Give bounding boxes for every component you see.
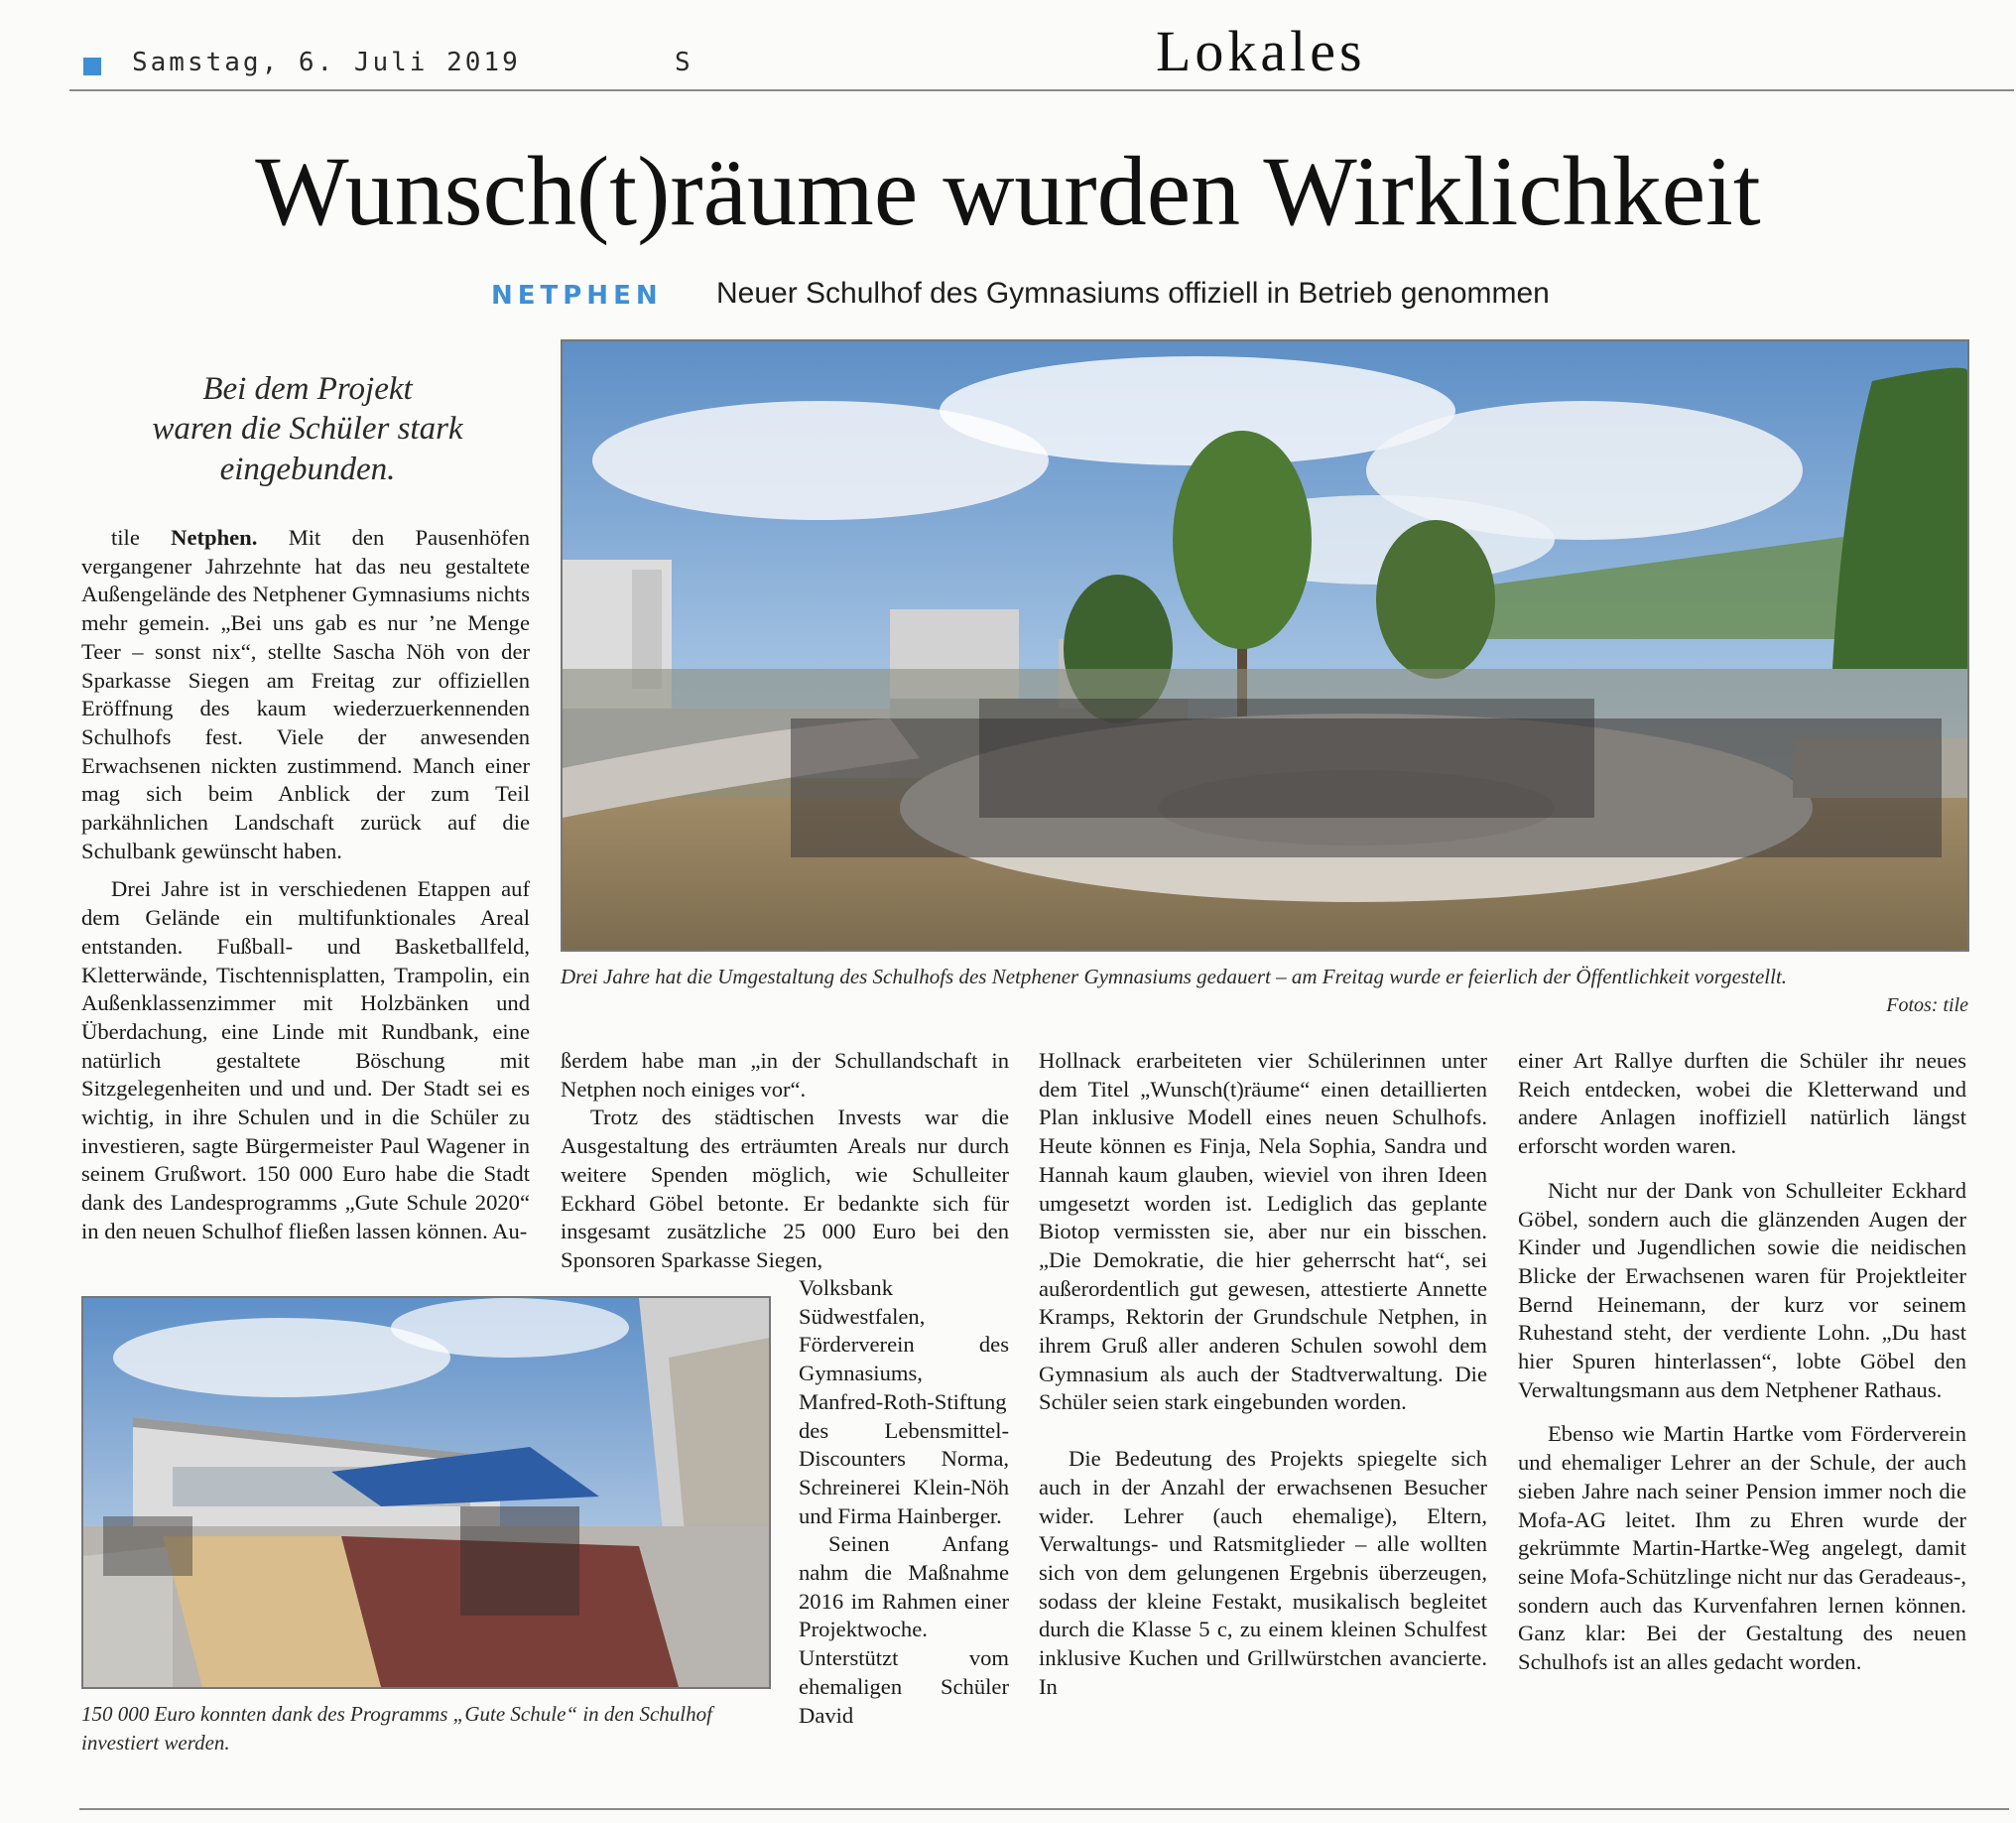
pull-quote	[89, 369, 526, 489]
dateline-place: Netphen.	[171, 525, 258, 550]
paragraph: Hollnack erarbeiteten vier Schülerinnen unter dem Titel „Wunsch(t)räume“ einen detaillierten Plan inklusive Modell eines neuen Schulhofs. Heute können es Finja, Nela Sophia, Sandra und Hannah kaum glauben, wieviel von ihren Ideen umgesetzt worden ist. Lediglich das geplante Biotop vermissten sie, aber nur ein bisschen. „Die Demokratie, die hier geherrscht hat“, sei außerordentlich gut gewesen, attestierte Annette Kramps, Rektorin der Grundschule Netphen, in ihrem Gruß aller anderen Schulen sowohl dem Gymnasium als auch der Stadtverwaltung. Die Schüler seien stark eingebunden worden.	[1039, 1048, 1487, 1415]
article-column-3	[1039, 1047, 1487, 1701]
paragraph: Volksbank Südwestfalen, Förderverein des Gymnasiums, Manfred-Roth-Stiftung des Lebensmittel-Discounters Norma, Schreinerei Klein-Nöh und Firma Hainberger.	[799, 1275, 1009, 1528]
author-dateline: tile	[111, 525, 172, 550]
small-photo-caption: 150 000 Euro konnten dank des Programms „Gute Schule“ in den Schulhof investiert werden.	[81, 1702, 712, 1755]
header-rule	[69, 89, 2014, 91]
article-subline: Neuer Schulhof des Gymnasiums offiziell in Betrieb genommen	[716, 277, 1550, 310]
section-title: Lokales	[1156, 19, 1366, 83]
main-photo-schoolyard	[561, 339, 1969, 952]
pull-quote-line: Bei dem Projekt	[202, 371, 413, 407]
article-headline: Wunsch(t)räume wurden Wirklichkeit	[255, 136, 1761, 246]
paragraph: Nicht nur der Dank von Schulleiter Eckhard Göbel, sondern auch die glänzenden Augen der Kinder und Jugendlichen sowie die neidischen Blicke der Erwachsenen waren für Projektleiter Bernd Heinemann, der kurz vor seinem Ruhestand steht, der verdiente Lohn. „Du hast hier Spuren hinterlassen“, lobte Göbel den Verwaltungsmann aus dem Netphener Rathaus.	[1518, 1177, 1966, 1402]
paragraph: Seinen Anfang nahm die Maßnahme 2016 im Rahmen einer Projektwoche. Unterstützt vom ehemaligen Schüler David	[799, 1531, 1009, 1728]
section-marker-square	[83, 58, 101, 75]
article-column-4	[1518, 1047, 1966, 1677]
paragraph: tile Netphen. Mit den Pausenhöfen vergangener Jahrzehnte hat das neu gestaltete Außengelände des Netphener Gymnasiums nichts mehr gemein. „Bei uns gab es nur ’ne Menge Teer – sonst nix“, stellte Sascha Nöh von der Sparkasse Siegen am Freitag zur offiziellen Eröffnung des kaum wiederzuerkennenden Schulhofs fest. Viele der anwesenden Erwachsenen nickten zustimmend. Manch einer mag sich beim Anblick der zum Teil parkähnlichen Landschaft zurück auf die Schulbank gewünscht haben.	[81, 525, 530, 863]
paragraph: Trotz des städtischen Invests war die Ausgestaltung des erträumten Areals nur durch weitere Spenden möglich, wie Schulleiter Eckhard Göbel betonte. Er bedankte sich für insgesamt zusätzliche 25 000 Euro bei den Sponsoren Sparkasse Siegen,	[561, 1105, 1009, 1272]
pull-quote-line: eingebunden.	[219, 451, 396, 487]
pull-quote-line: waren die Schüler stark	[152, 411, 463, 448]
small-photo-school-building	[81, 1296, 771, 1689]
paragraph: ßerdem habe man „in der Schullandschaft in Netphen noch einiges vor“.	[561, 1048, 1009, 1102]
article-column-1	[81, 524, 530, 1246]
main-photo-caption: Drei Jahre hat die Umgestaltung des Schulhofs des Netphener Gymnasiums gedauert – am Freitag wurde er feierlich der Öffentlichkeit vorgestellt.	[561, 965, 1788, 988]
issue-date: Samstag, 6. Juli 2019	[132, 48, 521, 77]
paragraph: Die Bedeutung des Projekts spiegelte sich auch in der Anzahl der erwachsenen Besucher wider. Lehrer (auch ehemalige), Eltern, Verwaltungs- und Ratsmitglieder – alle wollten sich von dem gelungenen Ergebnis überzeugen, sodass der kleine Festakt, musikalisch begleitet durch die Klasse 5 c, zu einem kleinen Schulfest inklusive Kuchen und Grillwürstchen avancierte. In	[1039, 1446, 1487, 1699]
paragraph: Ebenso wie Martin Hartke vom Förderverein und ehemaliger Lehrer an der Schule, der auch sieben Jahre nach seiner Pension immer noch die Mofa-AG leitet. Ihm zu Ehren wurde der gekrümmte Martin-Hartke-Weg angelegt, damit seine Mofa-Schützlinge nicht nur das Geradeaus-, sondern auch das Kurvenfahren lernen können. Ganz klar: Bei der Gestaltung des neuen Schulhofs ist an alles gedacht worden.	[1518, 1421, 1966, 1675]
edition-letter: S	[675, 48, 691, 77]
location-kicker: NETPHEN	[491, 281, 663, 311]
article-column-2	[561, 1047, 1009, 1275]
photo-credit: Fotos: tile	[1886, 994, 1968, 1016]
footer-rule	[79, 1808, 2009, 1810]
article-column-2-wrap	[799, 1274, 1009, 1730]
paragraph: Drei Jahre ist in verschiedenen Etappen auf dem Gelände ein multifunktionales Areal entstanden. Fußball- und Basketballfeld, Kletterwände, Tischtennisplatten, Trampolin, ein Außenklassenzimmer mit Holzbänken und Überdachung, eine Linde mit Rundbank, eine natürlich gestaltete Böschung mit Sitzgelegenheiten und und und. Der Stadt sei es wichtig, in ihre Schulen und in die Schüler zu investieren, sagte Bürgermeister Paul Wagener in seinem Grußwort. 150 000 Euro habe die Stadt dank des Landesprogramms „Gute Schule 2020“ in den neuen Schulhof fließen lassen können. Au-	[81, 876, 530, 1243]
paragraph: einer Art Rallye durften die Schüler ihr neues Reich entdecken, wobei die Kletterwand und andere Anlagen inoffiziell natürlich längst erforscht worden waren.	[1518, 1048, 1966, 1159]
